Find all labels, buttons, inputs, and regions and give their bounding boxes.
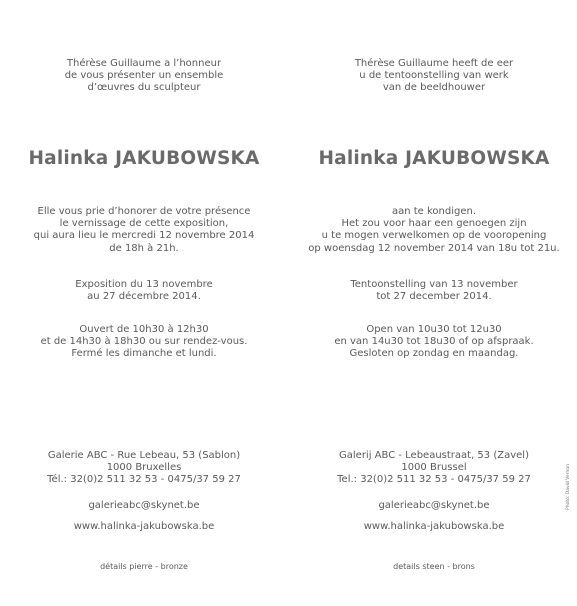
- invitation-line: Het zou voor haar een genoegen zijn: [341, 218, 527, 230]
- artist-name: Halinka JAKUBOWSKA: [318, 148, 550, 169]
- intro-line: van de beeldhouwer: [382, 82, 486, 94]
- gallery-address: [304, 450, 564, 487]
- hours-line: et de 14h30 à 18h30 ou sur rendez-vous.: [40, 336, 248, 348]
- address-line: Galerij ABC - Lebeaustraat, 53 (Zavel): [339, 450, 529, 461]
- address-line: Galerie ABC - Rue Lebeau, 53 (Sablon): [47, 450, 241, 461]
- gallery-address: [14, 450, 274, 487]
- invitation-line: Elle vous prie d’honorer de votre présence: [37, 206, 251, 217]
- intro-line: u de tentoonstelling van werk: [359, 70, 509, 82]
- intro-line: Thérèse Guillaume a l’honneur: [66, 58, 222, 69]
- exhibition-line: Tentoonstelling van 13 november: [350, 279, 518, 290]
- invitation-line: aan te kondigen.: [391, 206, 477, 217]
- address-line: 1000 Brussel: [401, 462, 467, 474]
- exhibition-line: tot 27 december 2014.: [376, 291, 492, 303]
- address-line: Tél.: 32(0)2 511 32 53 - 0475/37 59 27: [47, 474, 241, 486]
- exhibition-line: Exposition du 13 novembre: [75, 279, 213, 290]
- hours-line: Open van 10u30 tot 12u30: [366, 324, 502, 335]
- invitation-line: qui aura lieu le mercredi 12 novembre 2014: [33, 230, 255, 242]
- exhibition-dates: [304, 279, 564, 303]
- invitation-line: de 18h à 21h.: [109, 242, 179, 254]
- hours-line: en van 14u30 tot 18u30 of op afspraak.: [334, 336, 534, 348]
- invitation-line: op woensdag 12 november 2014 van 18u tot 21u.: [308, 242, 560, 254]
- intro-text: [14, 58, 274, 95]
- exhibition-line: au 27 décembre 2014.: [87, 291, 201, 303]
- email-link[interactable]: galerieabc@skynet.be: [88, 500, 200, 511]
- email-link[interactable]: galerieabc@skynet.be: [378, 500, 490, 511]
- artist-name: Halinka JAKUBOWSKA: [28, 148, 260, 169]
- invitation-line: le vernissage de cette exposition,: [59, 218, 229, 230]
- address-line: Tel.: 32(0)2 511 32 53 - 0475/37 59 27: [337, 474, 531, 486]
- hours-line: Fermé les dimanche et lundi.: [71, 348, 217, 360]
- intro-line: de vous présenter un ensemble: [64, 70, 224, 82]
- address-line: 1000 Bruxelles: [106, 462, 182, 474]
- details-caption: details steen - brons: [393, 562, 475, 571]
- details-caption: détails pierre - bronze: [100, 562, 188, 571]
- invitation-line: u te mogen verwelkomen op de vooropening: [321, 230, 547, 242]
- opening-hours: [304, 324, 564, 361]
- exhibition-dates: [14, 279, 274, 303]
- hours-line: Gesloten op zondag en maandag.: [349, 348, 519, 360]
- hours-line: Ouvert de 10h30 à 12h30: [79, 324, 209, 335]
- opening-hours: [14, 324, 274, 361]
- intro-text: [304, 58, 564, 95]
- photo-credit: Photo: David Vernon: [566, 464, 571, 510]
- website-link[interactable]: www.halinka-jakubowska.be: [73, 521, 215, 532]
- intro-line: d’œuvres du sculpteur: [87, 82, 201, 94]
- intro-line: Thérèse Guillaume heeft de eer: [354, 58, 514, 69]
- website-link[interactable]: www.halinka-jakubowska.be: [363, 521, 505, 532]
- invitation-text: [14, 206, 274, 255]
- invitation-text: [304, 206, 564, 255]
